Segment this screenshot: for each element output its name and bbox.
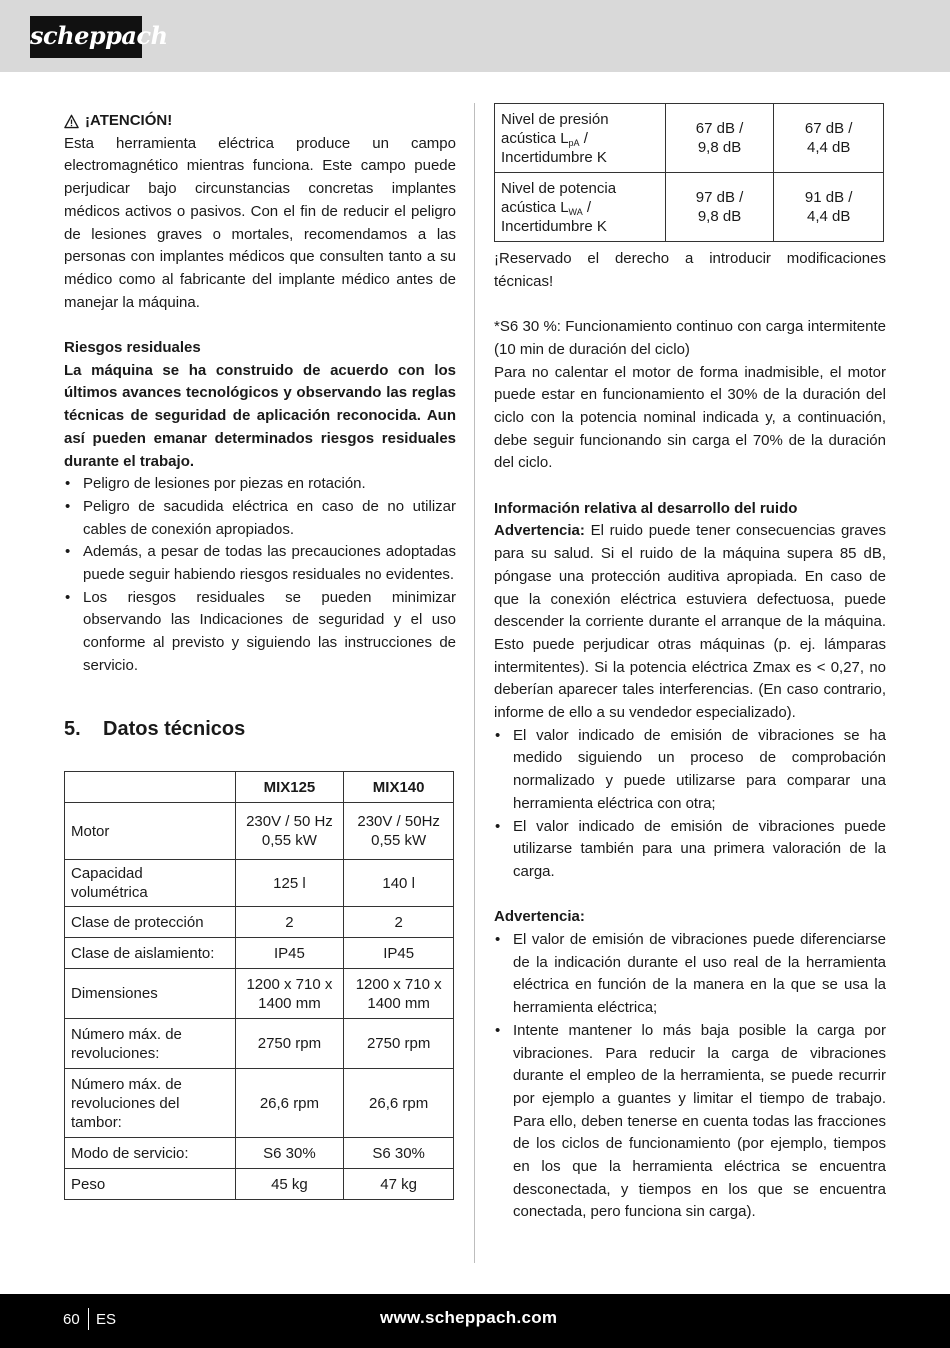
cell-value: 2750 rpm: [344, 1019, 454, 1069]
reserved-notice: ¡Reservado el derecho a introducir modificaciones técnicas!: [494, 250, 886, 290]
row-label: Motor: [65, 803, 236, 860]
list-item: • El valor indicado de emisión de vibraciones puede utilizarse también para una primera valoración de la carga.: [494, 816, 886, 884]
table-row: [495, 173, 884, 242]
section-number: 5.: [64, 718, 81, 740]
table-row: [65, 938, 454, 969]
cell-value: S6 30%: [235, 1138, 344, 1169]
cell-value: 2750 rpm: [235, 1019, 344, 1069]
cell-value: 47 kg: [344, 1169, 454, 1200]
cell-value: 67 dB / 4,4 dB: [774, 104, 884, 173]
row-label: Número máx. de revoluciones:: [65, 1019, 236, 1069]
cell-value: 26,6 rpm: [344, 1069, 454, 1138]
row-label: Número máx. de revoluciones del tambor:: [65, 1069, 236, 1138]
footer-separator: [88, 1308, 89, 1330]
table-row: [65, 803, 454, 860]
list-item: • Intente mantener lo más baja posible la carga por vibraciones. Para reducir la carga de vibraciones durante el empleo de la herramienta, se puede recurrir por ejemplo a guantes y limitar el tiempo de trabajo. Para ello, deben tenerse en cuenta todas las fracciones de los ciclos de funcionamiento (por ejemplo, tiempos en los que la herramienta eléctrica se encuentra desconectada, y tiempos en los que se encuentra conectada, pero funciona sin carga).: [494, 1020, 886, 1224]
row-label: Dimensiones: [65, 969, 236, 1019]
cell-value: 140 l: [344, 860, 454, 907]
noise-warning-label: Advertencia:: [494, 522, 585, 540]
table-row: [495, 104, 884, 173]
list-item: • El valor de emisión de vibraciones puede diferenciarse de la indicación durante el uso real de la herramienta eléctrica en función de la manera en la que se usa la herramienta eléctrica;: [494, 929, 886, 1020]
cell-value: 230V / 50Hz 0,55 kW: [344, 803, 454, 860]
cell-value: 2: [235, 907, 344, 938]
section-title: Datos técnicos: [103, 718, 246, 740]
noise-data-table: [494, 103, 884, 242]
row-label: Modo de servicio:: [65, 1138, 236, 1169]
cell-value: 1200 x 710 x 1400 mm: [235, 969, 344, 1019]
table-row: [65, 1019, 454, 1069]
header-bar: [0, 0, 950, 72]
page-number: 60: [63, 1311, 80, 1328]
table-row: [65, 969, 454, 1019]
warning2-title: Advertencia:: [494, 908, 585, 926]
cell-value: S6 30%: [344, 1138, 454, 1169]
list-item: • El valor indicado de emisión de vibraciones se ha medido siguiendo un proceso de comprobación normalizado y puede utilizarse para comparar una herramienta eléctrica con otra;: [494, 725, 886, 816]
column-header: MIX140: [344, 772, 454, 803]
table-header-row: [65, 772, 454, 803]
row-label: Peso: [65, 1169, 236, 1200]
attention-heading: [64, 110, 456, 133]
cell-value: 67 dB / 9,8 dB: [665, 104, 774, 173]
list-item: • Peligro de lesiones por piezas en rotación.: [64, 473, 456, 496]
cell-value: 125 l: [235, 860, 344, 907]
noise-warning-text: El ruido puede tener consecuencias graves para su salud. Si el ruido de la máquina supera 85 dB, póngase una protección auditiva apropiada. En caso de que la conexión eléctrica estuviera defectuosa, puede descender la corriente durante el arranque de la máquina. Esto puede perjudicar otras máquinas (p. ej. lámparas intermitentes). Si la potencia eléctrica Zmax es < 0,27, no deberían aparecer tales interferencias. (En caso contrario, informe de ello a su vendedor especializado).: [494, 522, 886, 722]
s6-explanation: Para no calentar el motor de forma inadmisible, el motor puede estar en funcionamiento el 30% de la duración del ciclo con la potencia nominal indicada y, a continuación, debe seguir funcionando sin carga el 70% de la duración del ciclo.: [494, 363, 886, 472]
list-item: • Peligro de sacudida eléctrica en caso de no utilizar cables de conexión apropiados.: [64, 496, 456, 541]
row-label: Clase de protección: [65, 907, 236, 938]
row-label: Nivel de presión acústica $L_{pA}$ / Incertidumbre K: [495, 104, 666, 173]
table-row: [65, 1138, 454, 1169]
section-heading: [64, 718, 245, 741]
noise-info-title: Información relativa al desarrollo del ruido: [494, 499, 798, 517]
right-column: [494, 248, 886, 1224]
s6-definition: *S6 30 %: Funcionamiento continuo con carga intermitente (10 min de duración del ciclo): [494, 318, 886, 358]
cell-value: IP45: [235, 938, 344, 969]
cell-value: 97 dB / 9,8 dB: [665, 173, 774, 242]
vibration-info-list: [494, 725, 886, 884]
table-row: [65, 907, 454, 938]
list-item: • Los riesgos residuales se pueden minimizar observando las Indicaciones de seguridad y el uso conforme al previsto y siguiendo las instrucciones de servicio.: [64, 587, 456, 678]
left-column: [64, 110, 456, 678]
cell-value: 26,6 rpm: [235, 1069, 344, 1138]
warning-triangle-icon: [64, 114, 79, 129]
cell-value: 1200 x 710 x 1400 mm: [344, 969, 454, 1019]
footer-bar: [0, 1294, 950, 1348]
row-label: Clase de aislamiento:: [65, 938, 236, 969]
residual-risks-list: [64, 473, 456, 677]
cell-value: 45 kg: [235, 1169, 344, 1200]
cell-value: 2: [344, 907, 454, 938]
column-divider: [474, 103, 475, 1263]
table-row: [65, 860, 454, 907]
list-item: • Además, a pesar de todas las precauciones adoptadas puede seguir habiendo riesgos residuales no evidentes.: [64, 541, 456, 586]
website-link[interactable]: www.scheppach.com: [380, 1308, 558, 1327]
warning2-list: [494, 929, 886, 1224]
column-header: MIX125: [235, 772, 344, 803]
residual-risks-intro: La máquina se ha construido de acuerdo con los últimos avances tecnológicos y observando las reglas técnicas de seguridad de aplicación reconocida. Aun así pueden emanar determinados riesgos residuales durante el trabajo.: [64, 361, 456, 470]
residual-risks-title: Riesgos residuales: [64, 339, 201, 357]
cell-value: 230V / 50 Hz 0,55 kW: [235, 803, 344, 860]
attention-title: ¡ATENCIÓN!: [85, 112, 173, 129]
cell-value: IP45: [344, 938, 454, 969]
brand-logo: scheppach: [30, 16, 142, 58]
noise-warning-paragraph: [494, 520, 886, 724]
technical-data-table: [64, 771, 454, 1200]
attention-text: Esta herramienta eléctrica produce un campo electromagnético mientras funciona. Este campo puede perjudicar bajo circunstancias concretas implantes médicos activos o pasivos. Con el fin de reducir el peligro de lesiones graves o mortales, recomendamos a las personas con implantes médicos que consulten tanto a su médico como al fabricante del implante médico antes de manejar la máquina.: [64, 134, 456, 311]
table-row: [65, 1169, 454, 1200]
row-label: Capacidad volumétrica: [65, 860, 236, 907]
language-code: ES: [96, 1311, 117, 1328]
table-row: [65, 1069, 454, 1138]
cell-value: 91 dB / 4,4 dB: [774, 173, 884, 242]
row-label: Nivel de potencia acústica $L_{WA}$ / Incertidumbre K: [495, 173, 666, 242]
